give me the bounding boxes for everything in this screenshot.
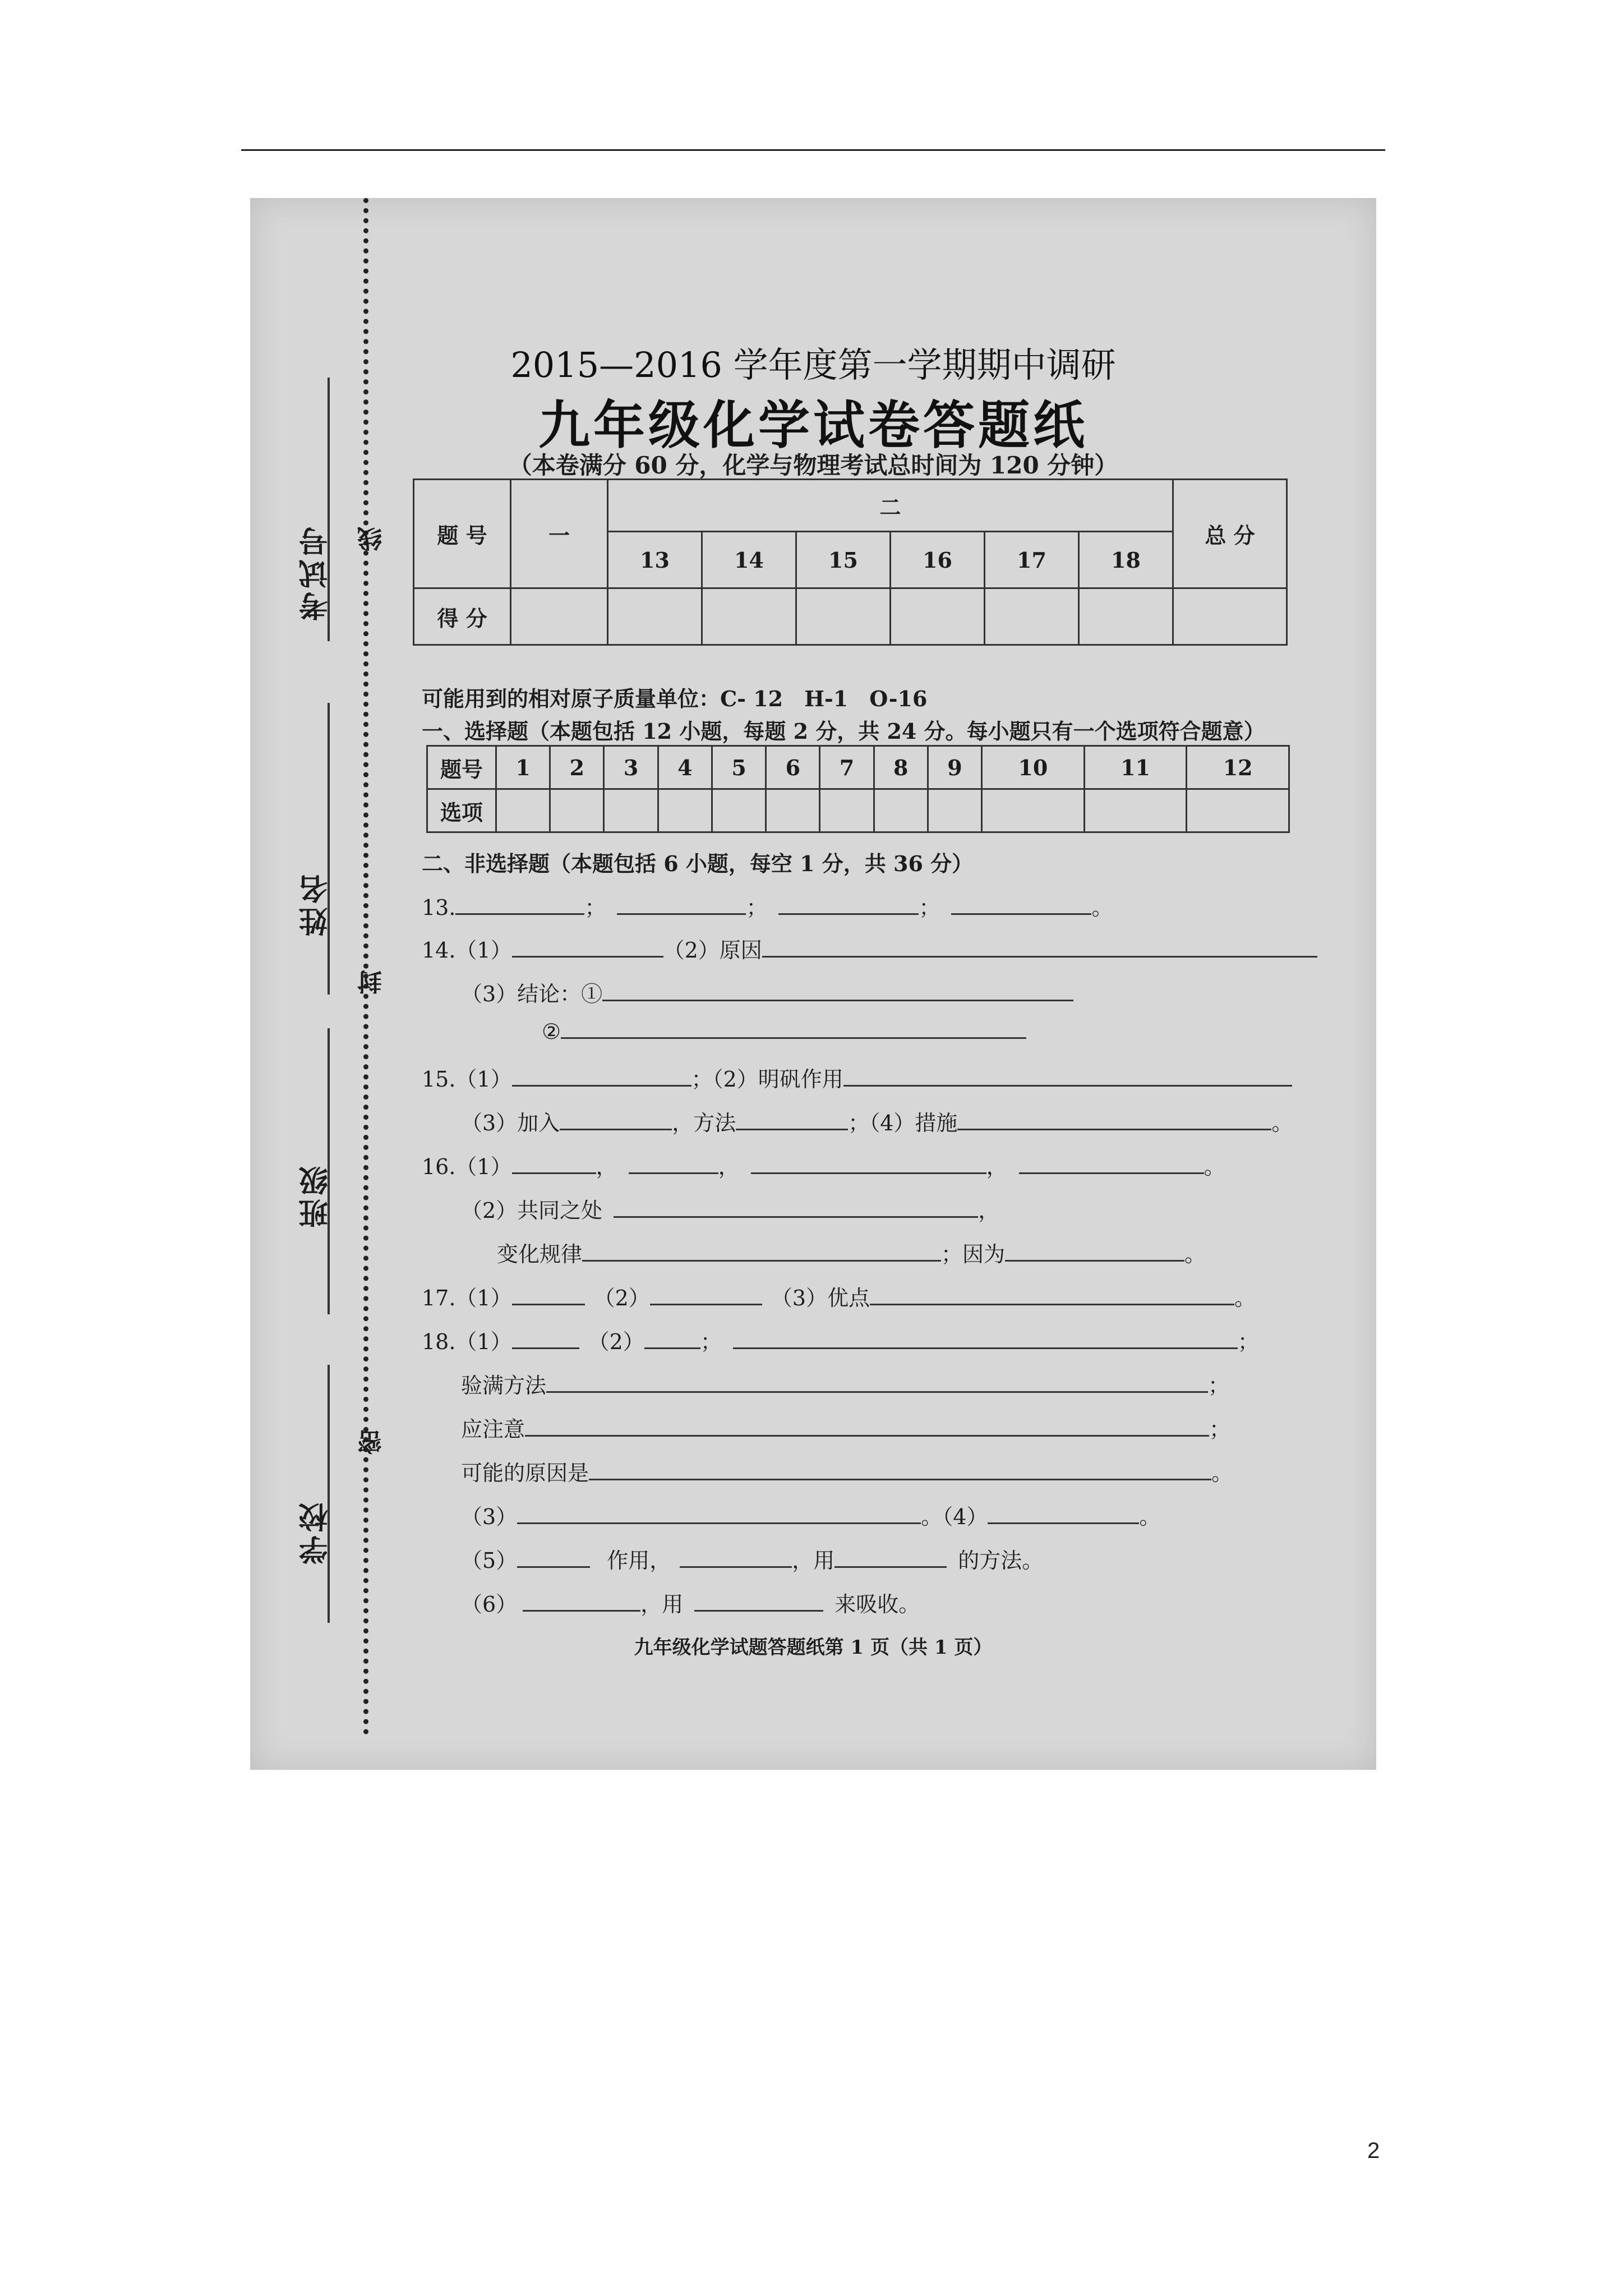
q14-reason-label: （2）原因 xyxy=(663,938,762,963)
secret-mark: 密 xyxy=(358,1427,386,1455)
answer-blank[interactable] xyxy=(751,1153,986,1174)
q16-because-label: ；因为 xyxy=(941,1242,1006,1267)
choice-number: 10 xyxy=(982,746,1085,789)
comma: ， xyxy=(596,1154,617,1179)
section-one-heading: 一、选择题（本题包括 12 小题，每题 2 分，共 24 分。每小题只有一个选项符合题意） xyxy=(422,719,1265,744)
separator: ； xyxy=(584,895,606,920)
q17-part2: （2） xyxy=(593,1286,650,1310)
choice-number: 4 xyxy=(658,746,712,789)
question-14-line1 xyxy=(422,933,1317,964)
answer-blank[interactable] xyxy=(517,1547,590,1568)
choice-answer-cell[interactable] xyxy=(874,789,928,832)
answer-blank[interactable] xyxy=(455,894,584,915)
period: 。 xyxy=(1271,1111,1293,1135)
answer-blank[interactable] xyxy=(560,1110,672,1130)
answer-blank[interactable] xyxy=(650,1285,762,1305)
q18-use-label: ，用 xyxy=(640,1592,684,1617)
score-cell[interactable] xyxy=(796,588,891,645)
answer-blank[interactable] xyxy=(762,937,1317,958)
item-header: 16 xyxy=(891,532,985,588)
atomic-mass-note: 可能用到的相对原子质量单位：C- 12 H-1 O-16 xyxy=(422,686,928,711)
score-cell[interactable] xyxy=(702,588,796,645)
period: 。 xyxy=(1139,1504,1161,1529)
choice-number: 7 xyxy=(820,746,874,789)
question-16-line2 xyxy=(461,1193,999,1224)
semicolon: ； xyxy=(1209,1417,1231,1442)
choice-answer-cell[interactable] xyxy=(766,789,820,832)
choice-answer-cell[interactable] xyxy=(658,789,712,832)
answer-blank[interactable] xyxy=(512,1153,596,1174)
answer-blank[interactable] xyxy=(843,1066,1292,1087)
q13-number: 13. xyxy=(422,895,456,920)
item-header: 17 xyxy=(985,532,1079,588)
q18-part2: （2） xyxy=(588,1329,644,1354)
q14-part1: 14.（1） xyxy=(422,938,512,963)
item-header: 13 xyxy=(608,532,702,588)
answer-blank[interactable] xyxy=(988,1503,1139,1524)
score-cell[interactable] xyxy=(891,588,985,645)
choice-answer-label: 选项 xyxy=(427,789,496,832)
answer-blank[interactable] xyxy=(512,1285,585,1305)
choice-answer-cell[interactable] xyxy=(1084,789,1187,832)
period: 。 xyxy=(1204,1154,1225,1179)
q18-method-label: 的方法。 xyxy=(958,1548,1044,1573)
choice-answer-cell[interactable] xyxy=(928,789,981,832)
score-table xyxy=(413,478,1288,646)
q18-absorb-label: 来吸收。 xyxy=(834,1592,920,1617)
choice-answer-table xyxy=(426,745,1290,833)
score-row-label: 题 号 xyxy=(414,480,511,588)
answer-blank[interactable] xyxy=(523,1591,640,1612)
school-label: 学校 xyxy=(299,1499,333,1565)
semicolon: ； xyxy=(1237,1329,1259,1354)
semicolon: ； xyxy=(1208,1373,1230,1398)
question-18-line4 xyxy=(461,1456,1233,1487)
exam-info-subtitle: （本卷满分 60 分，化学与物理考试总时间为 120 分钟） xyxy=(508,452,1118,479)
q16-part1: 16.（1） xyxy=(422,1154,512,1179)
sheet-footer: 九年级化学试题答题纸第 1 页（共 1 页） xyxy=(634,1636,993,1659)
exam-term-title: 2015—2016 学年度第一学期期中调研 xyxy=(510,344,1116,385)
choice-number-label: 题号 xyxy=(427,746,496,789)
score-cell[interactable] xyxy=(1079,588,1173,645)
period: 。 xyxy=(1211,1461,1233,1485)
q18-notice-label: 应注意 xyxy=(461,1417,525,1442)
question-13 xyxy=(422,890,1113,921)
q15-add-label: （3）加入 xyxy=(461,1111,560,1135)
choice-number: 1 xyxy=(496,746,550,789)
part-one-header: 一 xyxy=(511,480,608,588)
period: 。 xyxy=(1091,895,1113,920)
question-16-line3 xyxy=(497,1237,1206,1268)
exam-no-label: 考试号 xyxy=(299,523,333,621)
question-18-line7 xyxy=(461,1587,920,1618)
q16-common-label: （2）共同之处 xyxy=(461,1198,603,1223)
question-17 xyxy=(422,1281,1256,1312)
q18-check-method-label: 验满方法 xyxy=(461,1373,547,1398)
item-header: 18 xyxy=(1079,532,1173,588)
answer-blank[interactable] xyxy=(517,1503,921,1524)
choice-number: 11 xyxy=(1084,746,1187,789)
answer-blank[interactable] xyxy=(525,1416,1209,1437)
name-underline xyxy=(328,703,330,995)
choice-number: 5 xyxy=(712,746,766,789)
answer-blank[interactable] xyxy=(870,1285,1234,1305)
comma: ， xyxy=(718,1154,740,1179)
q18-use-label: ，用 xyxy=(792,1548,835,1573)
semicolon: ； xyxy=(700,1329,722,1354)
choice-answer-cell[interactable] xyxy=(712,789,766,832)
answer-blank[interactable] xyxy=(1005,1241,1184,1262)
answer-blank[interactable] xyxy=(512,937,663,958)
answer-sheet-title: 九年级化学试卷答题纸 xyxy=(538,395,1088,455)
question-18-line1 xyxy=(422,1324,1259,1355)
question-15-line1 xyxy=(422,1062,1292,1093)
answer-blank[interactable] xyxy=(512,1328,579,1349)
answer-blank[interactable] xyxy=(733,1328,1238,1349)
q16-pattern-label: 变化规律 xyxy=(497,1242,583,1267)
scanned-answer-sheet xyxy=(250,198,1376,1770)
q18-part6: （6） xyxy=(461,1592,518,1617)
choice-number: 2 xyxy=(550,746,604,789)
q18-part5: （5） xyxy=(461,1548,518,1573)
period: 。 xyxy=(1234,1286,1256,1310)
choice-answer-cell[interactable] xyxy=(496,789,550,832)
q18-part1: 18.（1） xyxy=(422,1329,512,1354)
answer-blank[interactable] xyxy=(602,981,1073,1001)
answer-blank[interactable] xyxy=(614,1197,978,1218)
choice-number: 9 xyxy=(928,746,981,789)
q18-part4: 。（4） xyxy=(921,1504,988,1529)
line-mark: 线 xyxy=(358,523,386,551)
q15-measure-label: ；（4）措施 xyxy=(848,1111,958,1135)
comma: ， xyxy=(986,1154,1008,1179)
q17-advantage-label: （3）优点 xyxy=(771,1286,870,1310)
name-label: 姓名 xyxy=(299,871,333,936)
answer-blank[interactable] xyxy=(694,1591,823,1612)
answer-blank[interactable] xyxy=(778,894,919,915)
answer-blank[interactable] xyxy=(644,1328,700,1349)
answer-blank[interactable] xyxy=(957,1110,1271,1130)
separator: ； xyxy=(919,895,940,920)
item-header: 14 xyxy=(702,532,796,588)
score-cell[interactable] xyxy=(985,588,1079,645)
question-18-line5 xyxy=(461,1499,1160,1530)
q14-conclusion-label: （3）结论：① xyxy=(461,982,603,1006)
q18-reason-label: 可能的原因是 xyxy=(461,1461,589,1485)
comma: ， xyxy=(978,1198,1000,1223)
page-number: 2 xyxy=(1367,2138,1380,2163)
period: 。 xyxy=(1184,1242,1206,1267)
q18-effect-label: 作用， xyxy=(607,1548,671,1573)
answer-blank[interactable] xyxy=(546,1372,1208,1393)
score-cell[interactable] xyxy=(511,588,608,645)
q15-part1: 15.（1） xyxy=(422,1067,512,1092)
answer-blank[interactable] xyxy=(589,1460,1211,1480)
school-underline xyxy=(328,1365,330,1623)
part-two-header: 二 xyxy=(608,480,1173,532)
item-header: 15 xyxy=(796,532,891,588)
question-15-line2 xyxy=(461,1106,1293,1137)
q14-conclusion-2: ② xyxy=(542,1019,561,1044)
question-18-line6 xyxy=(461,1543,1043,1574)
q15-method-label: ，方法 xyxy=(672,1111,736,1135)
question-18-line2 xyxy=(461,1368,1229,1399)
choice-answer-cell[interactable] xyxy=(982,789,1085,832)
seal-mark: 封 xyxy=(358,967,386,995)
choice-answer-cell[interactable] xyxy=(604,789,658,832)
q18-part3: （3） xyxy=(461,1504,518,1529)
score-cell[interactable] xyxy=(608,588,702,645)
choice-number: 3 xyxy=(604,746,658,789)
score-label: 得 分 xyxy=(414,588,511,645)
choice-answer-cell[interactable] xyxy=(1187,789,1289,832)
separator: ； xyxy=(746,895,768,920)
section-two-heading: 二、非选择题（本题包括 6 小题，每空 1 分，共 36 分） xyxy=(422,851,974,876)
answer-blank[interactable] xyxy=(951,894,1091,915)
header-rule xyxy=(241,149,1385,151)
answer-blank[interactable] xyxy=(582,1241,941,1262)
question-14-line2 xyxy=(461,977,1073,1007)
choice-answer-cell[interactable] xyxy=(550,789,604,832)
answer-blank[interactable] xyxy=(561,1018,1026,1039)
answer-blank[interactable] xyxy=(680,1547,792,1568)
q17-part1: 17.（1） xyxy=(422,1286,512,1310)
total-header: 总 分 xyxy=(1173,480,1287,588)
answer-blank[interactable] xyxy=(512,1066,691,1087)
class-label: 班级 xyxy=(299,1163,333,1228)
q15-alum-label: ；（2）明矾作用 xyxy=(691,1067,843,1092)
answer-blank[interactable] xyxy=(1019,1153,1204,1174)
question-14-line3 xyxy=(542,1018,1026,1044)
answer-blank[interactable] xyxy=(629,1153,718,1174)
choice-answer-cell[interactable] xyxy=(820,789,874,832)
question-18-line3 xyxy=(461,1412,1230,1443)
answer-blank[interactable] xyxy=(736,1110,848,1130)
answer-blank[interactable] xyxy=(617,894,746,915)
choice-number: 8 xyxy=(874,746,928,789)
score-cell[interactable] xyxy=(1173,588,1287,645)
answer-blank[interactable] xyxy=(834,1547,947,1568)
question-16-line1 xyxy=(422,1149,1225,1180)
choice-number: 6 xyxy=(766,746,820,789)
choice-number: 12 xyxy=(1187,746,1289,789)
